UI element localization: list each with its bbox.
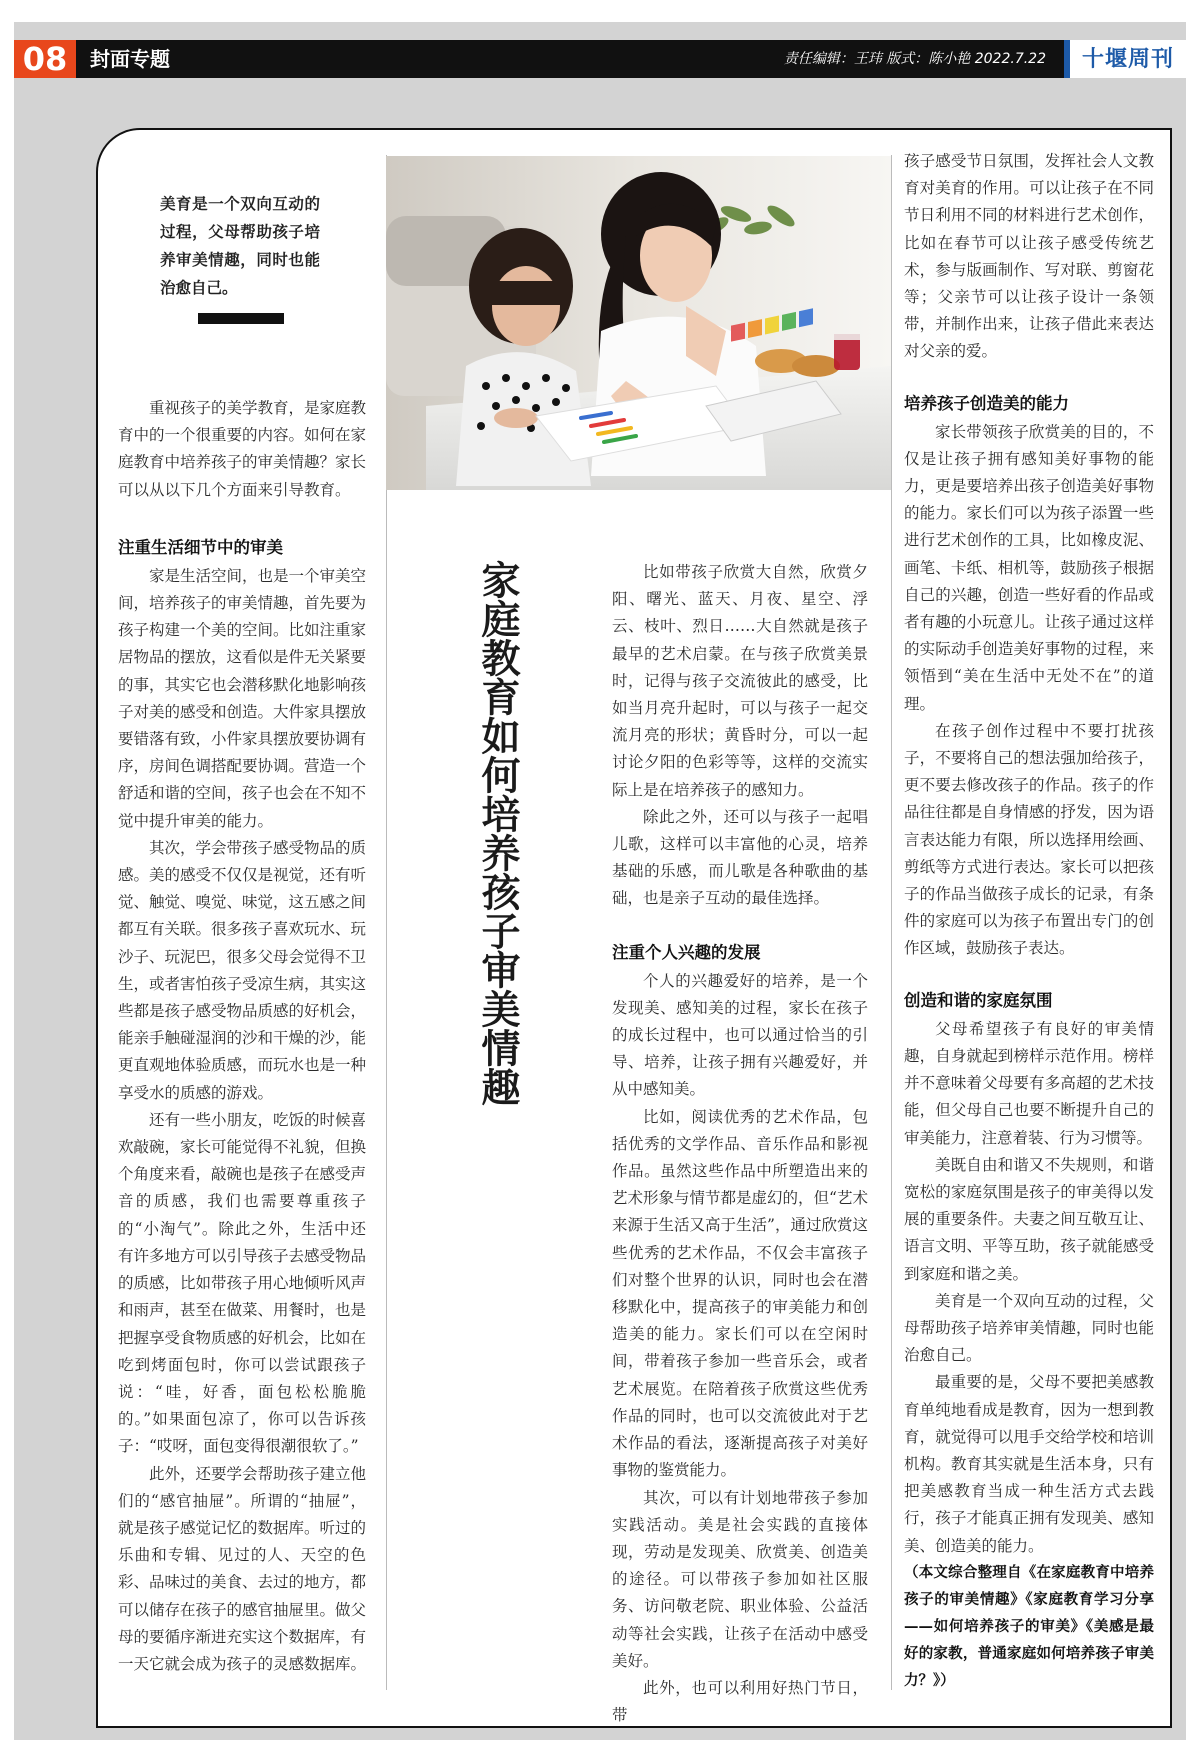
- paragraph: 在孩子创作过程中不要打扰孩子，不要将自己的想法强加给孩子，更不要去修改孩子的作品。孩子的作品往往都是自身情感的抒发，因为语言表达能力有限，所以选择用绘画、剪纸等方式进行表达。家长可以把孩子的作品当做孩子成长的记录，有条件的家庭可以为孩子布置出专门的创作区域，鼓励孩子表达。: [904, 721, 1154, 958]
- paragraph: 最重要的是，父母不要把美感教育单纯地看成是教育，因为一想到教育，就觉得可以甩手交给学校和培训机构。教育其实就是生活本身，只有把美感教育当成一种生活方式去践行，孩子才能真正拥有发现美、感知美、创造美的能力。: [904, 1373, 1154, 1555]
- source-note: （本文综合整理自《在家庭教育中培养孩子的审美情趣》《家庭教育学习分享——如何培养孩子的审美》《美感是最好的家教，普通家庭如何培养孩子审美力？》）: [904, 1564, 1154, 1689]
- paragraph: 家长带领孩子欣赏美的目的，不仅是让孩子拥有感知美好事物的能力，更是要培养出孩子创造美好事物的能力。家长们可以为孩子添置一些进行艺术创作的工具，比如橡皮泥、画笔、卡纸、相机等，鼓励孩子根据自己的兴趣，创造一些好看的作品或者有趣的小玩意儿。让孩子通过这样的实际动手创造美好事物的过程，来领悟到“美在生活中无处不在”的道理。: [904, 422, 1154, 713]
- paragraph: 比如，阅读优秀的艺术作品，包括优秀的文学作品、音乐作品和影视作品。虽然这些作品中所塑造出来的艺术形象与情节都是虚幻的，但“艺术来源于生活又高于生活”，通过欣赏这些优秀的艺术作品，不仅会丰富孩子们对整个世界的认识，同时也会在潜移默化中，提高孩子的审美能力和创造美的能力。家长们可以在空闲时间，带着孩子参加一些音乐会，或者艺术展览。在陪着孩子欣赏这些优秀作品的同时，也可以交流彼此对于艺术作品的看法，逐渐提高孩子对美好事物的鉴赏能力。: [612, 1107, 868, 1480]
- paragraph: 美育是一个双向互动的过程，父母帮助孩子培养审美情趣，同时也能治愈自己。: [904, 1291, 1154, 1365]
- paragraph: 父母希望孩子有良好的审美情趣，自身就起到榜样示范作用。榜样并不意味着父母要有多高超的艺术技能，但父母自己也要不断提升自己的审美能力，注意着装、行为习惯等。: [904, 1019, 1154, 1147]
- paragraph: 还有一些小朋友，吃饭的时候喜欢敲碗，家长可能觉得不礼貌，但换个角度来看，敲碗也是孩子在感受声音的质感，我们也需要尊重孩子的“小淘气”。除此之外，生活中还有许多地方可以引导孩子去感受物品的质感，比如带孩子用心地倾听风声和雨声，甚至在做菜、用餐时，也是把握享受食物质感的好机会，比如在吃到烤面包时，你可以尝试跟孩子说：“哇，好香，面包松松脆脆的。”如果面包凉了，你可以告诉孩子：“哎呀，面包变得很潮很软了。”: [118, 1110, 367, 1456]
- paragraph: 比如带孩子欣赏大自然，欣赏夕阳、曙光、蓝天、月夜、星空、浮云、枝叶、烈日……大自然就是孩子最早的艺术启蒙。在与孩子欣赏美景时，记得与孩子交流彼此的感受，比如当月亮升起时，可以与孩子一起交流月亮的形状；黄昏时分，可以一起讨论夕阳的色彩等等，这样的交流实际上是在培养孩子的感知力。: [612, 563, 868, 799]
- subheading: 创造和谐的家庭氛围: [904, 990, 1053, 1010]
- column-divider: [891, 155, 892, 1690]
- paragraph: 家是生活空间，也是一个审美空间，培养孩子的审美情趣，首先要为孩子构建一个美的空间。比如注重家居物品的摆放，这看似是件无关紧要的事，其实它也会潜移默化地影响孩子对美的感受和创造。大件家具摆放要错落有致，小件家具摆放要协调有序，房间色调搭配要协调。营造一个舒适和谐的空间，孩子也会在不知不觉中提升审美的能力。: [118, 566, 367, 830]
- page-number: 08: [14, 40, 76, 78]
- article-title: 家庭教育如何培养孩子审美情趣: [475, 560, 521, 1106]
- subheading: 注重生活细节中的审美: [118, 537, 283, 557]
- paragraph: 个人的兴趣爱好的培养，是一个发现美、感知美的过程，家长在孩子的成长过程中，也可以通过恰当的引导、培养，让孩子拥有兴趣爱好，并从中感知美。: [612, 971, 868, 1099]
- editor-info: 责任编辑：王玮 版式：陈小艳 2022.7.22: [783, 51, 1046, 67]
- paragraph: 除此之外，还可以与孩子一起唱儿歌，这样可以丰富他的心灵，培养基础的乐感，而儿歌是各种歌曲的基础，也是亲子互动的最佳选择。: [612, 807, 868, 908]
- mother-daughter-drawing-photo: [386, 156, 891, 490]
- paragraph: 美既自由和谐又不失规则，和谐宽松的家庭氛围是孩子的审美得以发展的重要条件。夫妻之间互敬互让、语言文明、平等互助，孩子就能感受到家庭和谐之美。: [904, 1155, 1154, 1283]
- masthead-logo: 十堰周刊: [1064, 40, 1186, 78]
- paragraph: 此外，还要学会帮助孩子建立他们的“感官抽屉”。所谓的“抽屉”，就是孩子感觉记忆的数据库。听过的乐曲和专辑、见过的人、天空的色彩、品味过的美食、去过的地方，都可以储存在孩子的感官抽屉里。做父母的要循序渐进充实这个数据库，有一天它就会成为孩子的灵感数据库。: [118, 1464, 367, 1673]
- lead-rule: [198, 313, 284, 324]
- subheading: 注重个人兴趣的发展: [612, 942, 761, 962]
- lead-quote: 美育是一个双向互动的过程，父母帮助孩子培养审美情趣，同时也能治愈自己。: [160, 194, 320, 297]
- subheading: 培养孩子创造美的能力: [904, 393, 1069, 413]
- section-title: 封面专题: [90, 47, 170, 71]
- paragraph: 此外，也可以利用好热门节日，带: [612, 1678, 868, 1725]
- intro-paragraph: 重视孩子的美学教育，是家庭教育中的一个很重要的内容。如何在家庭教育中培养孩子的审美情趣？家长可以从以下几个方面来引导教育。: [118, 399, 367, 499]
- paragraph: 其次，可以有计划地带孩子参加实践活动。美是社会实践的直接体现，劳动是发现美、欣赏美、创造美的途径。可以带孩子参加如社区服务、访问敬老院、职业体验、公益活动等社会实践，让孩子在活动中感受美好。: [612, 1488, 868, 1670]
- paragraph: 其次，学会带孩子感受物品的质感。美的感受不仅仅是视觉，还有听觉、触觉、嗅觉、味觉，这五感之间都互有关联。很多孩子喜欢玩水、玩沙子、玩泥巴，很多父母会觉得不卫生，或者害怕孩子受凉生病，其实这些都是孩子感受物品质感的好机会，能亲手触碰湿润的沙和干燥的沙，能更直观地体验质感，而玩水也是一种享受水的质感的游戏。: [118, 838, 367, 1102]
- article-column-1: [118, 395, 366, 1678]
- article-column-2: [612, 559, 868, 1729]
- page-header: [14, 40, 1186, 78]
- paragraph: 孩子感受节日氛围，发挥社会人文教育对美育的作用。可以让孩子在不同节日利用不同的材料进行艺术创作，比如在春节可以让孩子感受传统艺术，参与版画制作、写对联、剪窗花等；父亲节可以让孩子设计一条领带，并制作出来，让孩子借此来表达对父亲的爱。: [904, 152, 1154, 361]
- article-column-3: [904, 148, 1154, 1695]
